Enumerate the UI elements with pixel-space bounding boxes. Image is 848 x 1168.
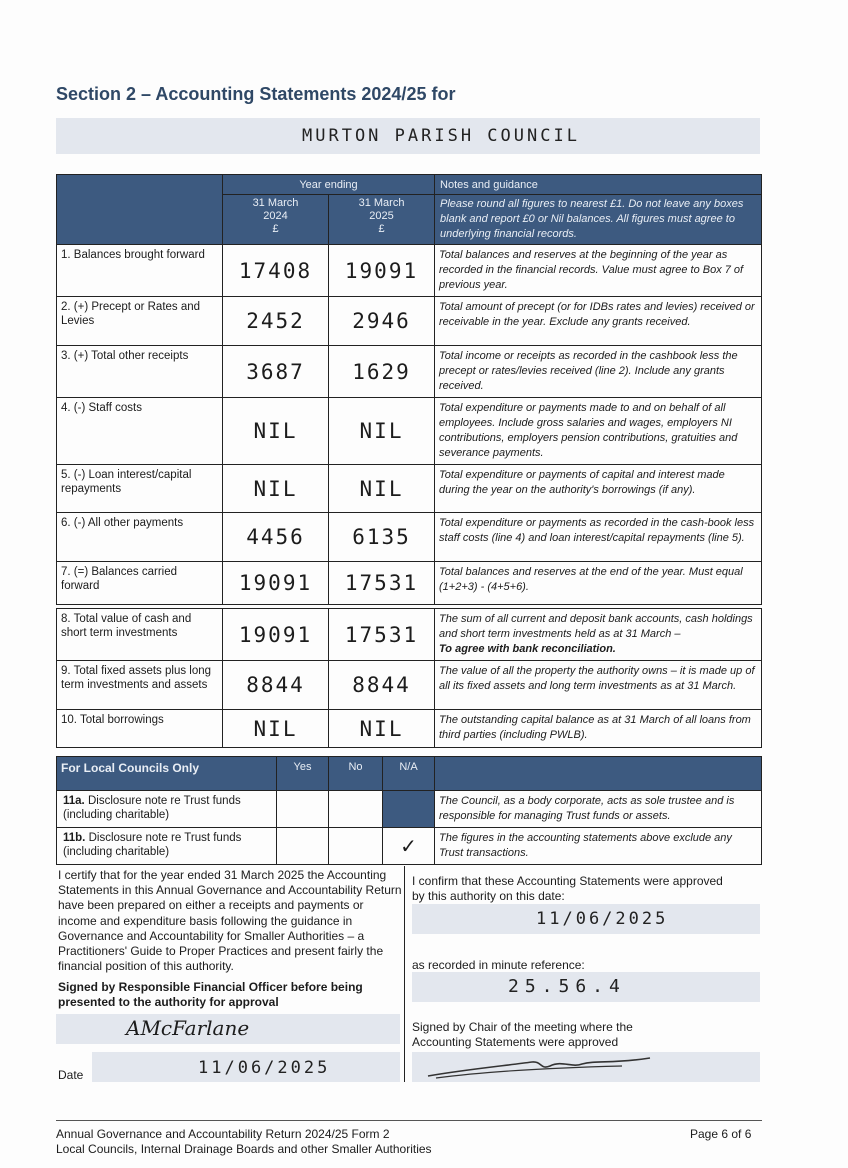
row-note: Total income or receipts as recorded in the cashbook less the precept or rates/levies received (line 2). Include any grants received.: [435, 346, 762, 398]
check-mark-icon: ✓: [400, 835, 417, 858]
local-councils-header: For Local Councils Only: [57, 757, 277, 791]
value-2024[interactable]: 2452: [223, 297, 329, 346]
na-checkbox[interactable]: [383, 791, 435, 828]
notes-subheader: Please round all figures to nearest £1. Do not leave any boxes blank and report £0 or Nil balances. All figures must agree to underlying financial records.: [435, 195, 762, 245]
value-2025[interactable]: 1629: [329, 346, 435, 398]
rfo-date-field[interactable]: [92, 1052, 400, 1082]
table-row: [57, 562, 762, 605]
value-2024[interactable]: NIL: [223, 465, 329, 513]
authority-name: MURTON PARISH COUNCIL: [302, 126, 580, 146]
value-2025[interactable]: NIL: [329, 710, 435, 748]
table-row: [57, 297, 762, 346]
row-number: 8.: [61, 613, 71, 625]
rfo-signature: AMcFarlane: [126, 1016, 250, 1040]
row-label: Total borrowings: [80, 714, 164, 726]
value-2025[interactable]: 17531: [329, 562, 435, 605]
footer-rule: [56, 1120, 762, 1121]
value-2024[interactable]: 17408: [223, 245, 329, 297]
table-row: [57, 346, 762, 398]
value-2024[interactable]: NIL: [223, 398, 329, 465]
header-blank: [435, 757, 762, 791]
na-header: N/A: [383, 757, 435, 791]
table-row: [57, 245, 762, 297]
na-checkbox[interactable]: [383, 828, 435, 865]
table-row: [57, 661, 762, 710]
rfo-signed-label: Signed by Responsible Financial Officer before being presented to the authority for approval: [58, 980, 363, 1009]
row-note: Total amount of precept (or for IDBs rates and levies) received or receivable in the year. Exclude any grants received.: [435, 297, 762, 346]
row-label: (+) Precept or Rates and Levies: [61, 301, 201, 327]
col-2025-header: 31 March 2025 £: [329, 195, 435, 245]
local-councils-table: [56, 756, 762, 865]
minute-reference-value: 25.56.4: [508, 976, 626, 997]
row-number: 11b.: [63, 832, 86, 844]
rfo-certification-text: I certify that for the year ended 31 March 2025 the Accounting Statements in this Annual Governance and Accountability Return have been prepared on either a receipts and payments or income and expenditure basis following the guidance in Governance and Accountability for Smaller Authorities – a Practitioners' Guide to Proper Practices and present fairly the financial position of this authority.: [58, 868, 402, 974]
row-number: 10.: [61, 714, 77, 726]
row-label: (-) Loan interest/capital repayments: [61, 469, 192, 495]
approval-date-field[interactable]: [412, 904, 760, 934]
row-label: Total fixed assets plus long term investments and assets: [61, 665, 212, 691]
section-title: Section 2 – Accounting Statements 2024/25 for: [56, 84, 456, 104]
row-number: 4.: [61, 402, 71, 414]
row-number: 11a.: [63, 795, 85, 807]
row-number: 9.: [61, 665, 71, 677]
value-2024[interactable]: 19091: [223, 562, 329, 605]
no-checkbox[interactable]: [329, 828, 383, 865]
row-number: 1.: [61, 249, 71, 261]
row-number: 5.: [61, 469, 71, 481]
rfo-date-value: 11/06/2025: [198, 1058, 331, 1078]
row-note: The outstanding capital balance as at 31 March of all loans from third parties (including PWLB).: [435, 710, 762, 748]
row-number: 7.: [61, 566, 71, 578]
row-label: Disclosure note re Trust funds (including charitable): [63, 795, 241, 821]
yes-header: Yes: [277, 757, 329, 791]
table-row: [57, 398, 762, 465]
value-2024[interactable]: NIL: [223, 710, 329, 748]
value-2025[interactable]: NIL: [329, 398, 435, 465]
row-label: (+) Total other receipts: [73, 350, 189, 362]
row-label: (-) All other payments: [73, 517, 184, 529]
col-2024-header: 31 March 2024 £: [223, 195, 329, 245]
accounting-statements-table: [56, 174, 762, 605]
no-header: No: [329, 757, 383, 791]
row-note: Total expenditure or payments of capital and interest made during the year on the authority's borrowings (if any).: [435, 465, 762, 513]
value-2025[interactable]: 17531: [329, 609, 435, 661]
row-note: Total balances and reserves at the beginning of the year as recorded in the financial records. Value must agree to Box 7 of previous year.: [435, 245, 762, 297]
value-2024[interactable]: 4456: [223, 513, 329, 562]
footer-line1: Annual Governance and Accountability Return 2024/25 Form 2: [56, 1127, 390, 1141]
approval-text: I confirm that these Accounting Statements were approved by this authority on this date:: [412, 874, 723, 903]
table-row: [57, 828, 762, 865]
header-blank: [57, 175, 223, 245]
row-note: The sum of all current and deposit bank accounts, cash holdings and short term investments held as at 31 March –: [439, 613, 753, 640]
value-2024[interactable]: 8844: [223, 661, 329, 710]
row-number: 2.: [61, 301, 71, 313]
value-2025[interactable]: 19091: [329, 245, 435, 297]
row-note: The figures in the accounting statements above exclude any Trust transactions.: [435, 828, 762, 865]
row-note: Total expenditure or payments made to and on behalf of all employees. Include gross salaries and wages, employers NI contributions, employers pension contributions, gratuities and severance payments.: [435, 398, 762, 465]
minute-reference-label: as recorded in minute reference:: [412, 958, 585, 972]
date-label: Date: [58, 1068, 84, 1082]
row-number: 3.: [61, 350, 71, 362]
vertical-divider: [404, 866, 405, 1082]
row-label: Total value of cash and short term investments: [61, 613, 192, 639]
table-row: [57, 791, 762, 828]
assets-table: [56, 608, 762, 748]
table-row: [57, 513, 762, 562]
row-number: 6.: [61, 517, 71, 529]
row-label: (-) Staff costs: [73, 402, 142, 414]
value-2025[interactable]: 2946: [329, 297, 435, 346]
row-label: Disclosure note re Trust funds (including charitable): [63, 832, 242, 858]
row-note: Total balances and reserves at the end of the year. Must equal (1+2+3) - (4+5+6).: [435, 562, 762, 605]
value-2025[interactable]: 8844: [329, 661, 435, 710]
chair-signature-field[interactable]: [412, 1052, 760, 1082]
no-checkbox[interactable]: [329, 791, 383, 828]
notes-header: Notes and guidance: [435, 175, 762, 195]
row-note-bold: To agree with bank reconciliation.: [439, 643, 616, 655]
year-ending-header: Year ending: [223, 175, 435, 195]
minute-reference-field[interactable]: [412, 972, 760, 1002]
authority-name-field[interactable]: [56, 118, 760, 154]
chair-signed-label: Signed by Chair of the meeting where the Accounting Statements were approved: [412, 1020, 633, 1049]
approval-date-value: 11/06/2025: [536, 909, 669, 929]
row-note: The value of all the property the authority owns – it is made up of all its fixed assets and long term investments as at 31 March.: [435, 661, 762, 710]
row-label: Balances brought forward: [73, 249, 205, 261]
value-2024[interactable]: 3687: [223, 346, 329, 398]
yes-checkbox[interactable]: [277, 828, 329, 865]
value-2025[interactable]: NIL: [329, 465, 435, 513]
table-row: [57, 710, 762, 748]
table-row: [57, 609, 762, 661]
page-number: Page 6 of 6: [690, 1127, 752, 1141]
row-label: (=) Balances carried forward: [61, 566, 178, 592]
yes-checkbox[interactable]: [277, 791, 329, 828]
row-note: Total expenditure or payments as recorded in the cash-book less staff costs (line 4) and loan interest/capital repayments (line 5).: [435, 513, 762, 562]
value-2025[interactable]: 6135: [329, 513, 435, 562]
footer-line2: Local Councils, Internal Drainage Boards and other Smaller Authorities: [56, 1142, 432, 1156]
rfo-signature-field[interactable]: [56, 1014, 400, 1044]
row-note: The Council, as a body corporate, acts as sole trustee and is responsible for managing Trust funds or assets.: [435, 791, 762, 828]
table-row: [57, 465, 762, 513]
chair-signature-icon: [422, 1052, 662, 1082]
value-2024[interactable]: 19091: [223, 609, 329, 661]
